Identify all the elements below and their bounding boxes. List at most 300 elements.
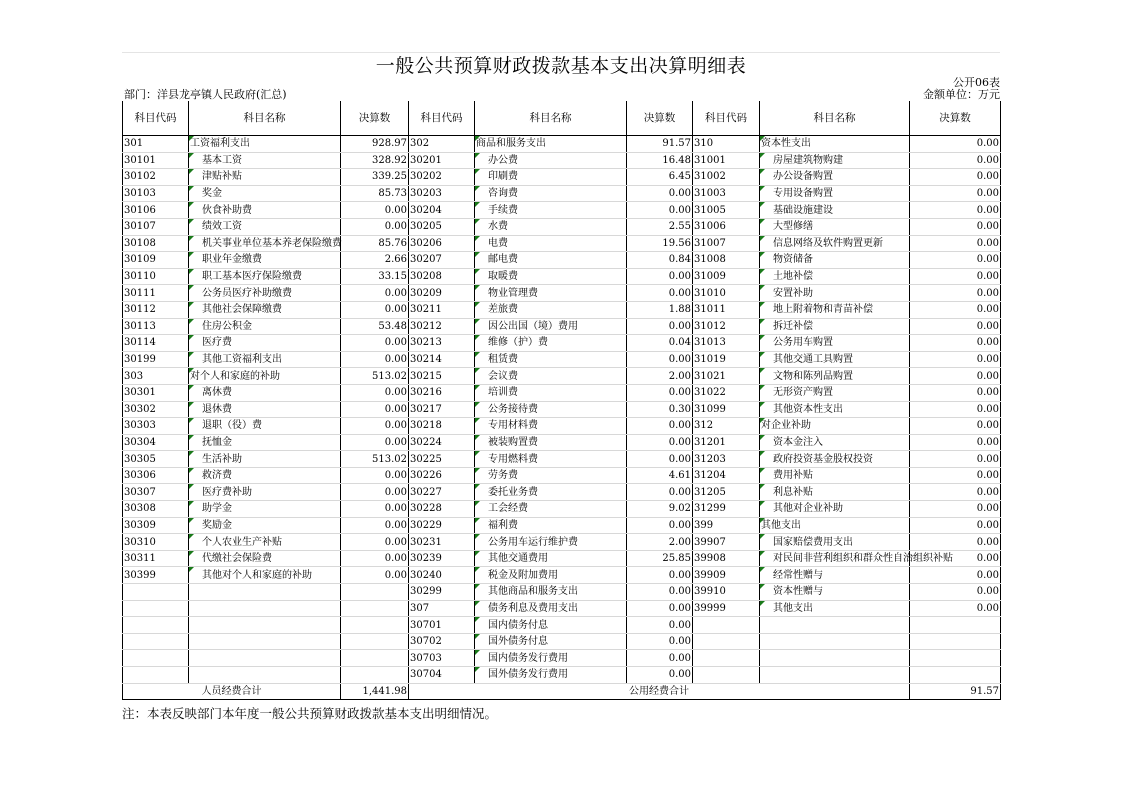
account-code-cell: 30701 bbox=[409, 617, 475, 634]
account-code-cell: 31203 bbox=[693, 451, 760, 468]
account-name-cell bbox=[189, 136, 341, 153]
account-code-cell: 30301 bbox=[123, 384, 189, 401]
table-row bbox=[123, 152, 1001, 169]
account-name-text: 土地补偿 bbox=[773, 271, 813, 283]
account-code-cell: 39910 bbox=[693, 584, 760, 601]
account-name-cell bbox=[475, 550, 627, 567]
amount-cell: 0.00 bbox=[627, 517, 693, 534]
account-code-cell: 30102 bbox=[123, 169, 189, 186]
table-row bbox=[123, 169, 1001, 186]
account-name-text: 经常性赠与 bbox=[773, 569, 823, 581]
account-name-text: 物资储备 bbox=[773, 254, 813, 266]
account-name-text: 抚恤金 bbox=[202, 436, 232, 448]
public-total-value: 91.57 bbox=[910, 683, 1001, 700]
account-code-cell: 30113 bbox=[123, 318, 189, 335]
account-name-cell bbox=[760, 633, 910, 650]
account-code-cell: 399 bbox=[693, 517, 760, 534]
account-code-cell: 31012 bbox=[693, 318, 760, 335]
account-name-text: 其他工资福利支出 bbox=[202, 354, 282, 366]
account-name-text: 差旅费 bbox=[488, 304, 518, 316]
account-code-cell: 30215 bbox=[409, 368, 475, 385]
account-name-cell bbox=[189, 650, 341, 667]
amount-cell: 513.02 bbox=[341, 451, 409, 468]
account-name-text: 商品和服务支出 bbox=[476, 138, 546, 150]
amount-cell: 0.00 bbox=[627, 268, 693, 285]
account-name-text: 医疗费补助 bbox=[202, 486, 252, 498]
amount-cell: 0.00 bbox=[910, 252, 1001, 269]
account-name-text: 职工基本医疗保险缴费 bbox=[202, 271, 302, 283]
amount-cell: 0.00 bbox=[341, 285, 409, 302]
account-name-text: 物业管理费 bbox=[488, 287, 538, 299]
amount-cell: 2.66 bbox=[341, 252, 409, 269]
account-name-cell bbox=[475, 185, 627, 202]
amount-cell: 0.00 bbox=[627, 202, 693, 219]
account-code-cell: 30218 bbox=[409, 418, 475, 435]
account-name-text: 基本工资 bbox=[202, 154, 242, 166]
amount-cell: 0.00 bbox=[341, 501, 409, 518]
account-code-cell: 30226 bbox=[409, 467, 475, 484]
account-name-text: 维修（护）费 bbox=[488, 337, 548, 349]
account-code-cell: 30227 bbox=[409, 484, 475, 501]
table-row bbox=[123, 285, 1001, 302]
account-name-text: 资本性赠与 bbox=[773, 586, 823, 598]
account-name-text: 奖励金 bbox=[202, 519, 232, 531]
account-name-cell bbox=[760, 136, 910, 153]
amount-cell: 0.00 bbox=[627, 484, 693, 501]
amount-cell: 0.00 bbox=[910, 368, 1001, 385]
amount-cell: 53.48 bbox=[341, 318, 409, 335]
account-name-cell bbox=[189, 301, 341, 318]
account-code-cell: 30299 bbox=[409, 584, 475, 601]
account-code-cell bbox=[123, 617, 189, 634]
account-code-cell: 30202 bbox=[409, 169, 475, 186]
public-total-label: 公用经费合计 bbox=[409, 683, 910, 700]
account-name-text: 伙食补助费 bbox=[202, 204, 252, 216]
account-name-cell bbox=[189, 517, 341, 534]
amount-cell: 6.45 bbox=[627, 169, 693, 186]
account-name-text: 绩效工资 bbox=[202, 221, 242, 233]
amount-cell: 0.00 bbox=[341, 484, 409, 501]
account-name-cell bbox=[189, 418, 341, 435]
account-name-text: 手续费 bbox=[488, 204, 518, 216]
table-row bbox=[123, 351, 1001, 368]
account-code-cell: 31010 bbox=[693, 285, 760, 302]
account-name-text: 离休费 bbox=[202, 387, 232, 399]
account-name-cell bbox=[475, 633, 627, 650]
amount-cell: 0.00 bbox=[627, 384, 693, 401]
table-row bbox=[123, 136, 1001, 153]
account-name-cell bbox=[760, 650, 910, 667]
account-name-cell bbox=[475, 418, 627, 435]
amount-cell: 0.84 bbox=[627, 252, 693, 269]
account-name-cell bbox=[760, 534, 910, 551]
account-code-cell: 31201 bbox=[693, 434, 760, 451]
account-name-cell bbox=[189, 434, 341, 451]
header-amount-1: 决算数 bbox=[341, 101, 409, 136]
account-code-cell: 30106 bbox=[123, 202, 189, 219]
account-name-text: 印刷费 bbox=[488, 171, 518, 183]
amount-cell: 0.00 bbox=[910, 136, 1001, 153]
amount-cell: 0.00 bbox=[910, 285, 1001, 302]
amount-unit: 金额单位：万元 bbox=[923, 88, 1000, 101]
account-name-cell bbox=[189, 534, 341, 551]
amount-cell bbox=[910, 667, 1001, 684]
account-name-text: 助学金 bbox=[202, 503, 232, 515]
account-code-cell: 30204 bbox=[409, 202, 475, 219]
header-amount-3: 决算数 bbox=[910, 101, 1001, 136]
account-name-text: 水费 bbox=[488, 221, 508, 233]
account-code-cell: 39907 bbox=[693, 534, 760, 551]
table-row bbox=[123, 517, 1001, 534]
account-name-text: 专用燃料费 bbox=[488, 453, 538, 465]
account-name-text: 代缴社会保险费 bbox=[202, 553, 272, 565]
account-name-text: 医疗费 bbox=[202, 337, 232, 349]
account-code-cell: 30399 bbox=[123, 567, 189, 584]
amount-cell: 2.00 bbox=[627, 368, 693, 385]
account-code-cell: 30309 bbox=[123, 517, 189, 534]
account-name-text: 培训费 bbox=[488, 387, 518, 399]
account-code-cell: 303 bbox=[123, 368, 189, 385]
amount-cell: 0.00 bbox=[627, 418, 693, 435]
header-name-3: 科目名称 bbox=[760, 101, 910, 136]
account-name-cell bbox=[189, 268, 341, 285]
account-name-text: 费用补贴 bbox=[773, 470, 813, 482]
account-name-cell bbox=[475, 202, 627, 219]
table-row bbox=[123, 318, 1001, 335]
account-code-cell bbox=[123, 650, 189, 667]
table-row bbox=[123, 252, 1001, 269]
account-name-cell bbox=[189, 667, 341, 684]
amount-cell: 0.00 bbox=[627, 667, 693, 684]
table-row bbox=[123, 235, 1001, 252]
account-code-cell: 31013 bbox=[693, 335, 760, 352]
account-code-cell: 30114 bbox=[123, 335, 189, 352]
amount-cell bbox=[341, 584, 409, 601]
account-code-cell: 30207 bbox=[409, 252, 475, 269]
account-code-cell: 39908 bbox=[693, 550, 760, 567]
account-name-text: 会议费 bbox=[488, 370, 518, 382]
amount-cell bbox=[341, 650, 409, 667]
account-code-cell: 30239 bbox=[409, 550, 475, 567]
account-code-cell: 30110 bbox=[123, 268, 189, 285]
account-code-cell: 31021 bbox=[693, 368, 760, 385]
account-code-cell: 302 bbox=[409, 136, 475, 153]
account-code-cell: 30240 bbox=[409, 567, 475, 584]
account-name-text: 办公费 bbox=[488, 154, 518, 166]
account-name-text: 劳务费 bbox=[488, 470, 518, 482]
account-name-cell bbox=[760, 501, 910, 518]
account-name-cell bbox=[760, 467, 910, 484]
account-name-cell bbox=[189, 218, 341, 235]
amount-cell: 0.30 bbox=[627, 401, 693, 418]
account-name-text: 取暖费 bbox=[488, 271, 518, 283]
account-name-cell bbox=[760, 202, 910, 219]
account-name-cell bbox=[189, 401, 341, 418]
amount-cell: 0.00 bbox=[910, 451, 1001, 468]
amount-cell: 0.00 bbox=[627, 650, 693, 667]
amount-cell: 0.00 bbox=[627, 451, 693, 468]
account-code-cell: 30306 bbox=[123, 467, 189, 484]
amount-cell: 0.00 bbox=[910, 268, 1001, 285]
amount-cell: 0.00 bbox=[910, 534, 1001, 551]
account-name-cell bbox=[475, 351, 627, 368]
account-name-cell bbox=[189, 152, 341, 169]
account-code-cell: 30217 bbox=[409, 401, 475, 418]
account-name-text: 国外债务付息 bbox=[488, 636, 548, 648]
account-name-cell bbox=[189, 550, 341, 567]
account-code-cell: 30205 bbox=[409, 218, 475, 235]
account-name-text: 其他对个人和家庭的补助 bbox=[202, 569, 312, 581]
account-name-cell bbox=[475, 584, 627, 601]
account-code-cell: 30307 bbox=[123, 484, 189, 501]
personnel-total-label: 人员经费合计 bbox=[123, 683, 341, 700]
table-row bbox=[123, 667, 1001, 684]
amount-cell: 9.02 bbox=[627, 501, 693, 518]
amount-cell: 2.00 bbox=[627, 534, 693, 551]
amount-cell: 0.00 bbox=[910, 301, 1001, 318]
account-code-cell bbox=[123, 600, 189, 617]
account-name-text: 无形资产购置 bbox=[773, 387, 833, 399]
account-name-cell bbox=[760, 252, 910, 269]
amount-cell: 0.00 bbox=[910, 169, 1001, 186]
account-name-cell bbox=[760, 235, 910, 252]
account-code-cell: 31003 bbox=[693, 185, 760, 202]
header-name-2: 科目名称 bbox=[475, 101, 627, 136]
account-code-cell: 310 bbox=[693, 136, 760, 153]
table-row bbox=[123, 567, 1001, 584]
account-code-cell: 301 bbox=[123, 136, 189, 153]
account-code-cell: 30302 bbox=[123, 401, 189, 418]
account-code-cell: 30203 bbox=[409, 185, 475, 202]
account-name-cell bbox=[760, 600, 910, 617]
amount-cell bbox=[341, 617, 409, 634]
account-name-cell bbox=[189, 617, 341, 634]
account-code-cell: 30112 bbox=[123, 301, 189, 318]
table-row bbox=[123, 218, 1001, 235]
account-name-cell bbox=[760, 584, 910, 601]
account-name-cell bbox=[760, 418, 910, 435]
amount-cell: 0.00 bbox=[910, 550, 1001, 567]
personnel-total-value: 1,441.98 bbox=[341, 683, 409, 700]
account-name-text: 对企业补助 bbox=[761, 420, 811, 432]
account-name-cell bbox=[189, 467, 341, 484]
amount-cell: 0.00 bbox=[627, 185, 693, 202]
account-name-cell bbox=[760, 451, 910, 468]
table-row bbox=[123, 484, 1001, 501]
account-code-cell: 30201 bbox=[409, 152, 475, 169]
account-code-cell: 30305 bbox=[123, 451, 189, 468]
amount-cell: 0.00 bbox=[341, 467, 409, 484]
account-name-cell bbox=[760, 484, 910, 501]
account-code-cell: 30209 bbox=[409, 285, 475, 302]
account-name-cell bbox=[760, 434, 910, 451]
account-code-cell: 30216 bbox=[409, 384, 475, 401]
amount-cell: 0.00 bbox=[341, 384, 409, 401]
account-name-text: 税金及附加费用 bbox=[488, 569, 558, 581]
form-code: 公开06表 bbox=[953, 76, 1000, 89]
account-name-text: 其他支出 bbox=[773, 602, 813, 614]
amount-cell: 0.00 bbox=[910, 584, 1001, 601]
account-code-cell: 30101 bbox=[123, 152, 189, 169]
account-name-cell bbox=[189, 252, 341, 269]
table-row bbox=[123, 401, 1001, 418]
account-name-text: 因公出国（境）费用 bbox=[488, 320, 578, 332]
amount-cell: 0.00 bbox=[627, 633, 693, 650]
table-row bbox=[123, 501, 1001, 518]
account-code-cell: 30702 bbox=[409, 633, 475, 650]
amount-cell: 0.00 bbox=[910, 501, 1001, 518]
account-name-text: 国内债务发行费用 bbox=[488, 652, 568, 664]
amount-cell: 0.00 bbox=[627, 617, 693, 634]
table-row bbox=[123, 368, 1001, 385]
account-code-cell: 30214 bbox=[409, 351, 475, 368]
account-name-cell bbox=[475, 318, 627, 335]
account-name-cell bbox=[475, 617, 627, 634]
account-name-cell bbox=[189, 169, 341, 186]
account-name-text: 信息网络及软件购置更新 bbox=[773, 237, 883, 249]
amount-cell: 0.00 bbox=[341, 418, 409, 435]
account-code-cell: 312 bbox=[693, 418, 760, 435]
account-code-cell: 31204 bbox=[693, 467, 760, 484]
account-name-text: 其他交通工具购置 bbox=[773, 354, 853, 366]
table-row bbox=[123, 185, 1001, 202]
account-name-cell bbox=[475, 501, 627, 518]
header-code-3: 科目代码 bbox=[693, 101, 760, 136]
account-name-cell bbox=[760, 169, 910, 186]
account-code-cell: 31008 bbox=[693, 252, 760, 269]
account-code-cell: 39909 bbox=[693, 567, 760, 584]
table-row bbox=[123, 600, 1001, 617]
amount-cell: 0.00 bbox=[910, 467, 1001, 484]
account-name-text: 国内债务付息 bbox=[488, 619, 548, 631]
account-name-cell bbox=[189, 451, 341, 468]
amount-cell: 0.00 bbox=[910, 517, 1001, 534]
account-name-text: 住房公积金 bbox=[202, 320, 252, 332]
account-name-text: 福利费 bbox=[488, 519, 518, 531]
table-row bbox=[123, 418, 1001, 435]
account-name-cell bbox=[475, 218, 627, 235]
amount-cell: 0.00 bbox=[910, 600, 1001, 617]
amount-cell: 0.00 bbox=[627, 285, 693, 302]
account-name-cell bbox=[760, 152, 910, 169]
account-name-cell bbox=[475, 467, 627, 484]
amount-cell bbox=[341, 600, 409, 617]
account-name-cell bbox=[475, 335, 627, 352]
account-name-text: 其他对企业补助 bbox=[773, 503, 843, 515]
amount-cell: 0.00 bbox=[341, 301, 409, 318]
account-name-text: 其他支出 bbox=[761, 519, 801, 531]
account-name-text: 国家赔偿费用支出 bbox=[773, 536, 853, 548]
account-name-text: 其他商品和服务支出 bbox=[488, 586, 578, 598]
amount-cell bbox=[341, 667, 409, 684]
amount-cell: 0.00 bbox=[627, 318, 693, 335]
account-name-cell bbox=[475, 650, 627, 667]
account-name-text: 办公设备购置 bbox=[773, 171, 833, 183]
account-code-cell: 31007 bbox=[693, 235, 760, 252]
account-name-cell bbox=[475, 484, 627, 501]
account-name-cell bbox=[475, 235, 627, 252]
table-row bbox=[123, 467, 1001, 484]
account-name-text: 债务利息及费用支出 bbox=[488, 602, 578, 614]
account-code-cell: 30304 bbox=[123, 434, 189, 451]
header-code-1: 科目代码 bbox=[123, 101, 189, 136]
amount-cell bbox=[341, 633, 409, 650]
account-code-cell: 39999 bbox=[693, 600, 760, 617]
account-name-cell bbox=[475, 268, 627, 285]
account-name-text: 地上附着物和青苗补偿 bbox=[773, 304, 873, 316]
table-row bbox=[123, 550, 1001, 567]
account-name-cell bbox=[189, 351, 341, 368]
account-name-cell bbox=[475, 136, 627, 153]
amount-cell: 513.02 bbox=[341, 368, 409, 385]
amount-cell bbox=[910, 617, 1001, 634]
amount-cell bbox=[910, 650, 1001, 667]
account-name-text: 公务用车购置 bbox=[773, 337, 833, 349]
account-code-cell: 30211 bbox=[409, 301, 475, 318]
account-name-cell bbox=[189, 501, 341, 518]
account-code-cell: 30103 bbox=[123, 185, 189, 202]
account-name-cell bbox=[475, 152, 627, 169]
amount-cell: 0.00 bbox=[910, 384, 1001, 401]
account-name-text: 文物和陈列品购置 bbox=[773, 370, 853, 382]
amount-cell: 85.73 bbox=[341, 185, 409, 202]
account-name-cell bbox=[475, 451, 627, 468]
amount-cell: 0.00 bbox=[910, 401, 1001, 418]
account-code-cell bbox=[693, 617, 760, 634]
account-code-cell: 30703 bbox=[409, 650, 475, 667]
account-name-text: 工资福利支出 bbox=[190, 138, 250, 150]
account-name-text: 租赁费 bbox=[488, 354, 518, 366]
account-code-cell: 30704 bbox=[409, 667, 475, 684]
amount-cell: 0.00 bbox=[627, 600, 693, 617]
account-code-cell bbox=[123, 584, 189, 601]
account-name-text: 公务接待费 bbox=[488, 403, 538, 415]
amount-cell bbox=[910, 633, 1001, 650]
account-name-cell bbox=[189, 185, 341, 202]
account-name-cell bbox=[760, 268, 910, 285]
account-name-cell bbox=[189, 318, 341, 335]
amount-cell: 0.00 bbox=[341, 550, 409, 567]
account-name-text: 其他社会保障缴费 bbox=[202, 304, 282, 316]
account-name-cell bbox=[189, 285, 341, 302]
account-name-text: 工会经费 bbox=[488, 503, 528, 515]
amount-cell: 0.00 bbox=[910, 235, 1001, 252]
account-name-cell bbox=[475, 301, 627, 318]
account-name-text: 房屋建筑物购建 bbox=[773, 154, 843, 166]
account-name-cell bbox=[189, 633, 341, 650]
account-name-cell bbox=[475, 252, 627, 269]
account-name-text: 生活补助 bbox=[202, 453, 242, 465]
account-code-cell: 31011 bbox=[693, 301, 760, 318]
amount-cell: 0.00 bbox=[627, 434, 693, 451]
account-code-cell: 30311 bbox=[123, 550, 189, 567]
account-code-cell: 30109 bbox=[123, 252, 189, 269]
account-name-text: 其他交通费用 bbox=[488, 553, 548, 565]
account-code-cell: 30224 bbox=[409, 434, 475, 451]
table-row bbox=[123, 650, 1001, 667]
amount-cell: 19.56 bbox=[627, 235, 693, 252]
amount-cell: 0.00 bbox=[910, 185, 1001, 202]
account-name-text: 委托业务费 bbox=[488, 486, 538, 498]
account-code-cell bbox=[123, 667, 189, 684]
account-code-cell: 30308 bbox=[123, 501, 189, 518]
account-name-text: 专用设备购置 bbox=[773, 188, 833, 200]
account-code-cell: 31022 bbox=[693, 384, 760, 401]
header-name-1: 科目名称 bbox=[189, 101, 341, 136]
account-code-cell: 30107 bbox=[123, 218, 189, 235]
account-name-cell bbox=[760, 550, 953, 567]
table-row bbox=[123, 202, 1001, 219]
